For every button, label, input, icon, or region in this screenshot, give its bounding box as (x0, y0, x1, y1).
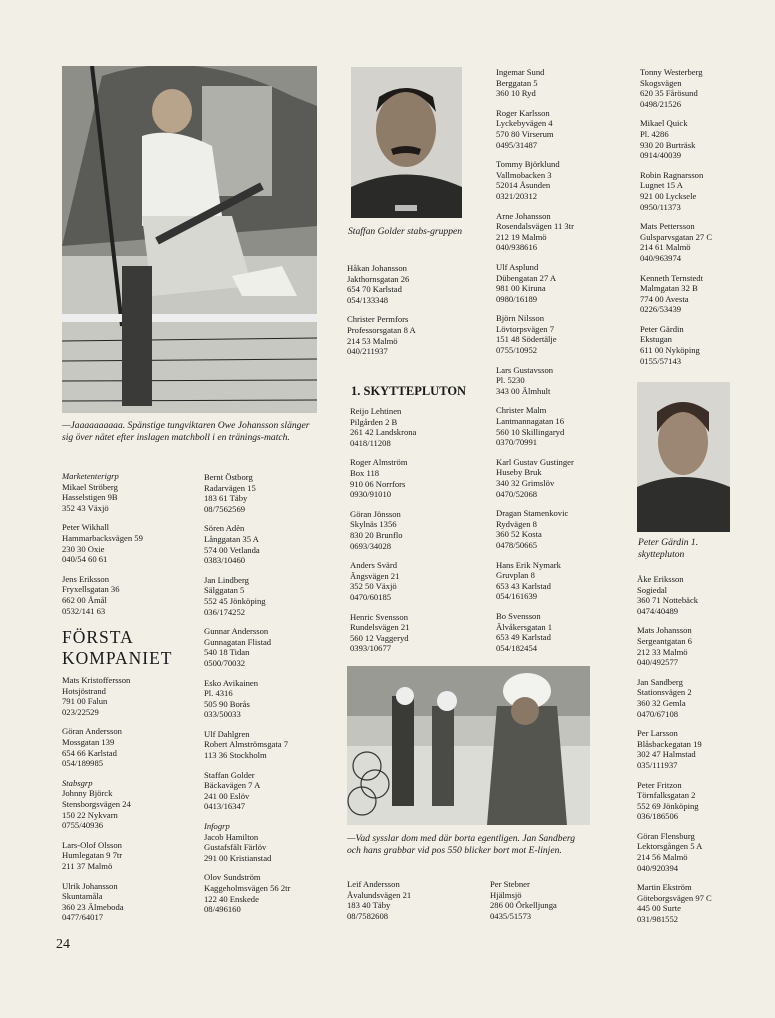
address-entry (204, 821, 339, 863)
entry-line: 054/189985 (62, 758, 104, 769)
entry-line: 0226/53439 (640, 304, 682, 315)
address-entry (640, 118, 770, 160)
entry-line: Gunnagatan Flistad (204, 636, 272, 647)
entry-line: 0435/51573 (490, 910, 532, 921)
staffan-photo (351, 67, 462, 218)
address-entry (62, 840, 197, 872)
col1b (62, 675, 197, 932)
entry-line: 214 61 Malmö (640, 242, 691, 253)
address-entry (62, 522, 197, 564)
entry-line: Lyckebyvägen 4 (496, 118, 553, 129)
entry-line: 352 43 Växjö (62, 502, 109, 513)
address-entry (204, 770, 339, 812)
entry-line: 035/111937 (637, 759, 678, 770)
entry-line: Stensborgsvägen 24 (62, 798, 131, 809)
entry-line: Ekstugan (640, 334, 672, 345)
address-entry (640, 67, 770, 109)
entry-name: Arne Johansson (496, 210, 551, 221)
entry-line: 031/981552 (637, 914, 679, 925)
entry-line: Pl. 4286 (640, 128, 669, 139)
entry-line: 930 20 Burträsk (640, 139, 696, 150)
address-entry (640, 324, 770, 366)
entry-name: Göran Andersson (62, 726, 122, 737)
entry-name: Per Larsson (637, 728, 678, 739)
entry-line: 360 71 Nottebäck (637, 595, 699, 606)
entry-name: Staffan Golder (204, 769, 255, 780)
entry-name: Jan Sandberg (637, 676, 683, 687)
entry-name: Lars Gustavsson (496, 364, 554, 375)
entry-line: Dübengatan 27 A (496, 272, 557, 283)
entry-line: Lugnet 15 A (640, 180, 683, 191)
entry-line: 214 53 Malmö (347, 335, 398, 346)
entry-name: Ulf Asplund (496, 261, 539, 272)
address-entry (637, 728, 772, 770)
address-entry (637, 882, 772, 924)
entry-line: Vallmobacken 3 (496, 169, 552, 180)
entry-line: 230 30 Oxie (62, 543, 105, 554)
group-label: Infogrp (204, 821, 230, 832)
entry-name: Mats Johansson (637, 625, 692, 636)
entry-line: 343 00 Älmhult (496, 385, 551, 396)
entry-line: 211 37 Malmö (62, 860, 113, 871)
address-entry (62, 471, 197, 513)
address-entry (637, 831, 772, 873)
address-entry (496, 611, 631, 653)
entry-line: Mossgatan 139 (62, 736, 115, 747)
entry-name: Åke Eriksson (637, 574, 684, 584)
address-entry (490, 879, 620, 921)
address-entry (350, 406, 490, 448)
entry-name: Olov Sundström (204, 872, 261, 883)
entry-name: Esko Avikainen (204, 677, 259, 688)
address-entry (347, 314, 487, 356)
address-entry (350, 457, 490, 499)
entry-line: Lövtorpsvägen 7 (496, 323, 554, 334)
entry-name: Bo Svensson (496, 610, 541, 621)
entry-line: 552 45 Jönköping (204, 595, 266, 606)
entry-line: 340 32 Grimslöv (496, 478, 555, 488)
entry-name: Reijo Lehtinen (350, 406, 402, 416)
entry-line: 150 22 Nykvarn (62, 809, 118, 820)
entry-line: 52014 Åsunden (496, 180, 551, 191)
entry-line: 0950/11373 (640, 201, 681, 212)
entry-name: Jacob Hamilton (204, 831, 259, 842)
entry-name: Jan Lindberg (204, 574, 249, 585)
entry-name: Ulf Dahlgren (204, 728, 250, 739)
col1 (62, 471, 197, 625)
entry-line: Lantmannagatan 16 (496, 416, 565, 427)
entry-line: Älvåkersgatan 1 (496, 621, 553, 632)
tennis-photo (62, 66, 317, 413)
entry-line: 570 80 Virserum (496, 128, 554, 139)
entry-name: Dragan Stamenkovic (496, 508, 569, 519)
entry-name: Sören Adèn (204, 523, 245, 534)
entry-name: Mats Pettersson (640, 221, 695, 232)
entry-line: 0413/16347 (204, 801, 246, 812)
staffan-caption: Staffan Golder stabs-gruppen (348, 226, 463, 237)
address-entry (62, 881, 197, 923)
entry-line: 540 18 Tidan (204, 647, 250, 658)
entry-line: 286 00 Örkelljunga (490, 900, 557, 911)
entry-line: Rundelsvägen 21 (350, 622, 410, 633)
entry-name: Göran Jönsson (350, 508, 401, 519)
entry-name: Mikael Ströberg (62, 481, 118, 492)
entry-name: Jens Eriksson (62, 573, 110, 584)
entry-name: Mats Kristoffersson (62, 675, 131, 685)
entry-line: 122 40 Enskede (204, 893, 259, 904)
entry-line: 183 61 Täby (204, 493, 248, 504)
entry-line: 560 10 Skillingaryd (496, 426, 565, 437)
address-entry (640, 170, 770, 212)
entry-line: 445 00 Surte (637, 903, 681, 914)
entry-line: Pilgården 2 B (350, 416, 398, 427)
address-entry (62, 675, 197, 717)
entry-line: Skuntamåla (62, 891, 103, 902)
address-entry (640, 221, 770, 263)
entry-name: Tommy Björklund (496, 159, 560, 170)
entry-line: 151 48 Södertälje (496, 334, 557, 345)
entry-name: Leif Andersson (347, 879, 400, 889)
entry-line: Sogiedal (637, 584, 668, 595)
entry-name: Peter Wikhall (62, 522, 109, 533)
address-entry (347, 263, 487, 305)
entry-line: 552 69 Jönköping (637, 800, 699, 811)
entry-line: Rydvägen 8 (496, 518, 537, 529)
entry-line: 0532/141 63 (62, 605, 106, 616)
entry-name: Peter Gärdin (640, 323, 684, 334)
entry-line: 040/963974 (640, 252, 682, 263)
entry-line: 654 66 Karlstad (62, 747, 117, 758)
entry-line: 0498/21526 (640, 98, 682, 109)
entry-name: Ingemar Sund (496, 67, 545, 77)
address-entry (637, 780, 772, 822)
entry-line: Hasselstigen 9B (62, 492, 118, 503)
address-entry (204, 872, 339, 914)
address-entry (204, 575, 339, 617)
entry-line: Sergeantgatan 6 (637, 635, 692, 646)
entry-line: 08/7562569 (204, 503, 246, 514)
address-entry (637, 677, 772, 719)
address-entry (204, 678, 339, 720)
entry-name: Tonny Westerberg (640, 67, 703, 77)
col3b (350, 406, 490, 663)
address-entry (204, 523, 339, 565)
address-entry (496, 211, 631, 253)
entry-line: 036/186506 (637, 811, 679, 822)
entry-line: 054/182454 (496, 642, 538, 653)
entry-line: Åvalundsvägen 21 (347, 889, 412, 900)
entry-name: Kenneth Ternstedt (640, 272, 703, 283)
address-entry (637, 574, 772, 616)
entry-line: 0693/34028 (350, 540, 392, 551)
address-entry (496, 262, 631, 304)
entry-line: Fryxellsgatan 36 (62, 584, 120, 595)
entry-line: 0155/57143 (640, 355, 682, 366)
entry-line: 0383/10460 (204, 555, 246, 566)
entry-line: 0755/40936 (62, 820, 104, 831)
entry-name: Martin Ekström (637, 882, 692, 893)
entry-name: Peter Fritzon (637, 779, 682, 790)
entry-line: 0500/70032 (204, 657, 246, 668)
entry-line: 830 20 Brunflo (350, 529, 403, 540)
entry-line: 0370/70991 (496, 437, 538, 448)
entry-line: 0470/67108 (637, 708, 679, 719)
entry-line: 183 40 Täby (347, 900, 391, 911)
entry-name: Christer Permfors (347, 314, 409, 325)
address-entry (496, 405, 631, 447)
entry-line: 214 56 Malmö (637, 852, 688, 863)
col4b (490, 879, 620, 930)
entry-name: Björn Nilsson (496, 313, 544, 324)
address-entry (350, 509, 490, 551)
entry-line: 08/496160 (204, 904, 241, 915)
entry-name: Mikael Quick (640, 118, 688, 129)
entry-name: Henric Svensson (350, 611, 408, 622)
tennis-caption: —Jaaaaaaaaaa. Spänstige tungviktaren Owe Johansson slänger sig över nätet efter inslagen matchboll i en tränings-match. (62, 420, 310, 444)
entry-name: Per Stebner (490, 879, 530, 889)
entry-name: Ulrik Johansson (62, 880, 118, 891)
entry-line: 611 00 Nyköping (640, 345, 700, 356)
entry-line: 113 36 Stockholm (204, 750, 267, 761)
address-entry (496, 67, 631, 99)
entry-name: Roger Almström (350, 457, 408, 468)
col5b (637, 574, 772, 934)
entry-name: Karl Gustav Gustinger (496, 456, 574, 467)
entry-line: Hammarbacksvägen 59 (62, 532, 143, 543)
entry-line: 360 52 Kosta (496, 529, 542, 540)
entry-line: Ängsvägen 21 (350, 570, 400, 581)
entry-line: 791 00 Falun (62, 696, 108, 707)
entry-line: 654 70 Karlstad (347, 284, 402, 295)
entry-line: 302 47 Halmstad (637, 749, 696, 760)
entry-name: Johnny Björck (62, 788, 113, 799)
entry-line: 033/50033 (204, 709, 241, 720)
address-entry (350, 612, 490, 654)
address-entry (496, 159, 631, 201)
entry-line: Gustafsfält Färlöv (204, 842, 267, 853)
group-label: Stabsgrp (62, 777, 93, 788)
entry-line: 212 33 Malmö (637, 646, 688, 657)
entry-line: Jakthornsgatan 26 (347, 273, 410, 284)
entry-line: Skogsvägen (640, 77, 682, 88)
entry-line: 054/133348 (347, 294, 389, 305)
entry-line: 0914/40039 (640, 150, 682, 161)
entry-line: Göteborgsvägen 97 C (637, 892, 712, 903)
address-entry (62, 778, 197, 831)
entry-line: Robert Almströmsgata 7 (204, 739, 289, 750)
page-number: 24 (56, 937, 70, 952)
entry-line: Blåsbackegatan 19 (637, 738, 702, 749)
entry-line: 574 00 Vetlanda (204, 544, 260, 555)
entry-line: Hotsjöstrand (62, 685, 106, 696)
entry-name: Anders Svärd (350, 560, 398, 571)
address-entry (496, 313, 631, 355)
entry-line: 212 19 Malmö (496, 231, 547, 242)
entry-line: 0478/50665 (496, 539, 538, 550)
entry-name: Christer Malm (496, 405, 547, 416)
address-entry (204, 729, 339, 761)
address-entry (496, 560, 631, 602)
entry-line: 040/54 60 61 (62, 554, 108, 565)
entry-line: 036/174252 (204, 606, 246, 617)
entry-line: 023/22529 (62, 706, 99, 717)
entry-name: Göran Flensburg (637, 830, 695, 841)
entry-line: Lektorsgången 5 A (637, 841, 703, 852)
entry-line: 040/938616 (496, 242, 538, 253)
entry-name: Roger Karlsson (496, 107, 550, 118)
entry-line: Kaggeholmsvägen 56 2tr (204, 883, 291, 893)
entry-line: Professorsgatan 8 A (347, 324, 416, 335)
entry-line: Bäckavägen 7 A (204, 780, 261, 791)
address-entry (204, 472, 339, 514)
entry-line: 040/492577 (637, 657, 679, 668)
entry-line: 0930/91010 (350, 489, 392, 500)
entry-line: Stationsvägen 2 (637, 687, 692, 698)
address-entry (640, 273, 770, 315)
entry-line: 241 00 Eslöv (204, 790, 250, 801)
entry-line: 261 42 Landskrona (350, 427, 417, 438)
entry-line: Gulsparvsgatan 27 C (640, 231, 713, 242)
entry-line: Berggatan 5 (496, 77, 538, 88)
entry-line: 0321/20312 (496, 190, 538, 201)
entry-line: 08/7582608 (347, 910, 389, 921)
skyttepluton-heading: 1. SKYTTEPLUTON (351, 384, 467, 398)
address-entry (62, 726, 197, 768)
entry-line: 360 23 Älmeboda (62, 901, 124, 912)
entry-line: 360 32 Gemla (637, 697, 686, 708)
entry-line: 0470/52068 (496, 488, 538, 499)
entry-name: Gunnar Andersson (204, 626, 269, 637)
address-entry (204, 626, 339, 668)
entry-line: 040/211937 (347, 346, 388, 357)
entry-line: Rosendalsvägen 11 3tr (496, 221, 574, 232)
address-entry (496, 508, 631, 550)
entry-line: Huseby Bruk (496, 467, 542, 478)
entry-line: 360 10 Ryd (496, 88, 536, 99)
entry-name: Bernt Östborg (204, 472, 253, 482)
group-label: Marketenterigrp (62, 471, 119, 481)
address-entry (496, 108, 631, 150)
entry-line: 662 00 Åmål (62, 594, 107, 605)
address-entry (350, 560, 490, 602)
col2 (204, 472, 339, 924)
entry-line: Sälggatan 5 (204, 585, 245, 596)
entry-line: 0495/31487 (496, 139, 538, 150)
entry-line: 620 35 Fårösund (640, 88, 698, 99)
address-entry (347, 879, 477, 921)
entry-line: Pl. 5230 (496, 375, 525, 386)
col3c (347, 879, 477, 930)
entry-line: 0418/11208 (350, 437, 391, 448)
address-entry (62, 574, 197, 616)
peter-photo (637, 382, 730, 532)
entry-line: 981 00 Kiruna (496, 283, 546, 294)
soldiers-photo (347, 666, 590, 825)
entry-line: 291 00 Kristianstad (204, 852, 272, 863)
entry-name: Robin Ragnarsson (640, 169, 704, 180)
entry-line: 653 43 Karlstad (496, 580, 551, 591)
entry-line: 040/920394 (637, 862, 679, 873)
entry-line: 910 06 Norrfors (350, 478, 406, 489)
entry-line: 0477/64017 (62, 912, 104, 923)
entry-line: Radarvägen 15 (204, 482, 256, 493)
forsta-heading: FÖRSTA KOMPANIET (62, 627, 173, 668)
entry-line: Skylnäs 1356 (350, 519, 397, 530)
entry-line: 505 90 Borås (204, 698, 250, 709)
entry-line: 0393/10677 (350, 643, 392, 654)
entry-line: 0470/60185 (350, 591, 392, 602)
col4 (496, 67, 631, 662)
entry-name: Lars-Olof Olsson (62, 839, 122, 850)
soldiers-caption: —Vad sysslar dom med där borta egentligen. Jan Sandberg och hans grabbar vid pos 550 blicker bort mot E-linjen. (347, 833, 576, 857)
entry-line: 921 00 Lycksele (640, 190, 697, 201)
col5 (640, 67, 770, 375)
entry-line: 0980/16189 (496, 293, 538, 304)
entry-line: Törnfalksgatan 2 (637, 790, 696, 801)
entry-name: Hans Erik Nymark (496, 559, 561, 570)
entry-line: 054/161639 (496, 591, 538, 602)
entry-line: Humlegatan 9 7tr (62, 850, 123, 861)
address-entry (496, 365, 631, 397)
entry-line: 560 12 Vaggeryd (350, 632, 409, 643)
entry-line: Box 118 (350, 467, 380, 478)
entry-line: Gruvplan 8 (496, 570, 535, 581)
address-entry (496, 457, 631, 499)
address-entry (637, 625, 772, 667)
entry-line: 653 49 Karlstad (496, 632, 551, 643)
entry-line: 0474/40489 (637, 605, 679, 616)
peter-caption: Peter Gärdin 1. skyttepluton (638, 537, 699, 561)
entry-name: Håkan Johansson (347, 263, 407, 273)
entry-line: Långgatan 35 A (204, 533, 259, 544)
entry-line: Pl. 4316 (204, 688, 233, 699)
col3 (347, 263, 487, 366)
entry-line: Malmgatan 32 B (640, 283, 698, 294)
entry-line: 352 50 Växjö (350, 581, 397, 592)
entry-line: Hjälmsjö (490, 889, 522, 900)
entry-line: 0755/10952 (496, 345, 538, 356)
entry-line: 774 00 Avesta (640, 293, 689, 304)
